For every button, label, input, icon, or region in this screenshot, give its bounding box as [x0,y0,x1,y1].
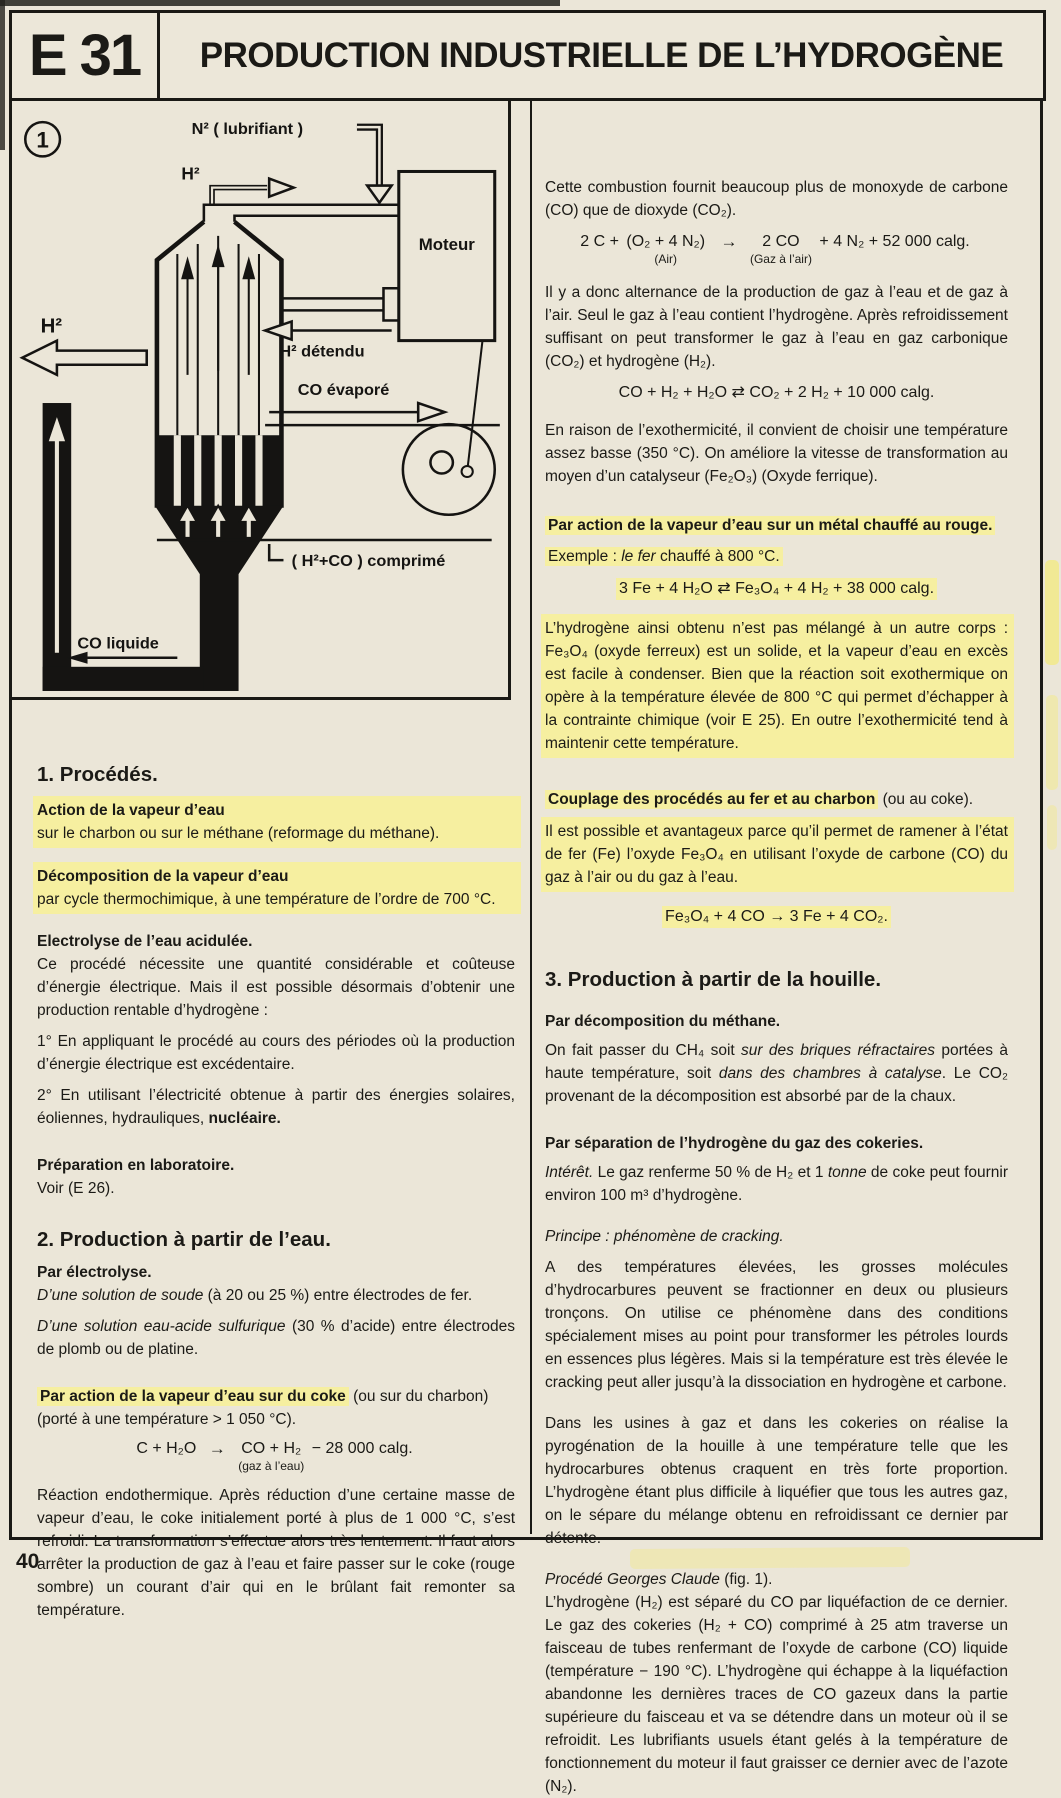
eq5-stack [238,1439,304,1474]
motor-flange [383,288,398,320]
block-preparation-labo [37,1154,515,1200]
h2-left-label: H² [40,315,63,338]
eq1-pre: 2 C + [580,233,619,250]
text-preparation-labo: Voir (E 26). [37,1180,115,1197]
subhead-couplage [545,788,1008,811]
h2-top-label: H² [181,163,200,184]
subhead-vapeur-coke-rest: (ou sur du charbon) [348,1388,489,1405]
text-methane-italic-1: sur des briques réfractaires [741,1042,935,1059]
text-combustion-intro: Cette combustion fournit beaucoup plus de monoxyde de carbone (CO) que de dioxyde (CO₂). [545,179,1008,219]
text-soude-rest: (à 20 ou 25 %) entre électrodes de fer. [203,1287,473,1304]
list-item-1: 1° En appliquant le procédé au cours des périodes où la production d’énergie électrique est excédentaire. [37,1033,515,1073]
subhead-procede-claude [545,1568,1008,1591]
text-interet [545,1161,1008,1207]
column-divider [530,101,532,1534]
eq5-note: (gaz à l’eau) [238,1459,305,1473]
motor-box [399,171,495,340]
text-interet-2: de coke peut fournir environ 100 m³ d’hydrogène. [545,1164,1009,1204]
margin-highlight-streak-3 [1047,805,1057,850]
text-reaction-endothermique: Réaction endothermique. Après réduction d’une certaine masse de vapeur d’eau, le coke initialement porté à plus de 1 000 °C, s’est refroidi. La transformation s’effectue alors très lentement. Il faut alors arrêter la production de gaz à l’eau et faire passer sur le coke (rouge sombre) un courant d’air qui en le brûlant fait remonter sa température. [37,1487,515,1619]
page-header [9,10,1046,101]
eq5-arrow: → [208,1439,226,1458]
text-solution-soude [37,1284,515,1307]
subhead-couplage-highlight: Couplage des procédés au fer et au charbon [545,790,878,809]
text-cracking: A des températures élevées, les grosses molécules d’hydrocarbures peuvent se fractionner en deux ou plusieurs tronçons. On utilise ce phénomène dans des conditions spécialement mises au point pour transformer les pétroles lourds en essences plus légères. Mais si la température est très élevée le cracking peut aller jusqu’à la dissociation en hydrogène et carbone. [545,1259,1008,1391]
margin-highlight-streak-2 [1046,695,1058,790]
chapter-code: E 31 [12,13,160,98]
eq1-gaz: 2 CO [762,233,800,250]
text-acide-rest: (30 % d’acide) entre électrodes de plomb ou de platine. [37,1318,515,1358]
equation-gaz-a-leau [37,1439,515,1474]
eq1-gaz-note: (Gaz à l’air) [749,252,812,266]
figure-number: 1 [36,127,49,153]
subhead-vapeur-coke-line2: (porté à une température > 1 050 °C). [37,1411,297,1428]
section-2-title: 2. Production à partir de l’eau. [37,1228,331,1251]
equation-fer-vapeur [545,578,1008,600]
text-tonne-italic: tonne [827,1164,867,1181]
text-soude-italic: D’une solution de soude [37,1287,204,1304]
n2-lubrifiant-label: N² ( lubrifiant ) [191,120,304,139]
eq1-air-note: (Air) [654,252,678,266]
equation-reduction-fer [545,906,1008,928]
text-pyrogenation: Dans les usines à gaz et dans les cokeries on réalise la pyrogénation de la houille à une température telle que les hydrocarbures obtenus craquent en très forte proportion. L’hydrogène étant plus difficile à liquéfier que tous les autres gaz, on le sépare du mélange obtenu en refroidissant ce dernier par détente. [545,1415,1008,1547]
text-exemple-rest: chauffé à 800 °C. [655,548,780,565]
list-item-2-bold: nucléaire. [208,1110,281,1127]
list-item-2 [37,1084,515,1130]
loop-bottom-pipe [43,667,204,691]
inlet-arrow-icons [178,506,258,538]
crank-pin [462,466,473,477]
crank-rod [467,341,482,472]
subhead-decomposition-methane: Par décomposition du méthane. [545,1013,781,1030]
subhead-vapeur-coke-highlight: Par action de la vapeur d’eau sur du coke [37,1387,349,1406]
eq5-energy: − 28 000 calg. [311,1440,413,1457]
text-action-vapeur: sur le charbon ou sur le méthane (reformage du méthane). [37,825,440,842]
scan-edge-top [0,0,560,6]
page-title: PRODUCTION INDUSTRIELLE DE L’HYDROGÈNE [199,35,1004,75]
eq5-rhs: CO + H₂ [241,1440,302,1457]
eq1-gaz-stack [750,232,812,267]
h2co-comprime-label: ( H²+CO ) comprimé [291,552,446,571]
co-evapore-label: CO évaporé [297,381,390,399]
block-electrolyse-acidulee [37,930,515,1022]
bottom-highlight-streak [630,1547,910,1569]
text-electrolyse: Ce procédé nécessite une quantité considérable et coûteuse d’énergie électrique. Mais il est possible désormais d’obtenir une production rentable d’hydrogène : [37,956,515,1019]
subhead-par-electrolyse: Par électrolyse. [37,1264,152,1281]
section-1-title: 1. Procédés. [37,763,158,786]
text-exothermicite: En raison de l’exothermicité, il convient de choisir une température assez basse (350 °C). On améliore la vitesse de transformation au moyen d’un catalyseur (Fe₂O₃) (Oxyde ferrique). [545,422,1008,485]
subhead-vapeur-metal-highlight: Par action de la vapeur d’eau sur un métal chauffé au rouge. [545,516,995,535]
block-action-vapeur [33,796,521,848]
text-interet-1: Le gaz renferme 50 % de H₂ et 1 [593,1164,828,1181]
text-methane-italic-2: dans des chambres à catalyse [718,1065,942,1082]
co-liquide-label: CO liquide [77,634,159,653]
text-couplage: Il est possible et avantageux parce qu’il permet de ramener à l’état de fer (Fe) l’oxyde Fe₃O₄ en utilisant l’oxyde de carbone (CO) du gaz à l’air ou du gaz à l’eau. [541,817,1014,892]
eq1-air: (O₂ + 4 N₂) [626,233,706,250]
flywheel-hub [430,451,452,473]
n2-down-arrow-icon [367,186,391,203]
text-methane-3: . Le CO₂ provenant de la décomposition est absorbé par de la chaux. [545,1065,1008,1105]
subhead-action-vapeur: Action de la vapeur d’eau [37,802,225,819]
upflow-arrow-icons [182,248,253,375]
subhead-electrolyse: Electrolyse de l’eau acidulée. [37,933,253,950]
margin-highlight-streak-1 [1045,560,1059,665]
h2-outlet-pipe [212,188,267,205]
text-procede-claude: L’hydrogène (H₂) est séparé du CO par liquéfaction de ce dernier. Le gaz des cokeries (H₂ + CO) comprimé à 25 atm traverse un faisceau de tubes renfermant de l’oxyde de carbone (CO) liquide (température − 190 °C). L’hydrogène qui échappe à la liquéfaction abandonne les dernières traces de CO gazeux dans la partie supérieure du faisceau et va se détendre dans un moteur où il se refroidit. Les lubrifiants usuels étant gelés à la température de fonctionnement du moteur il faut graisser ce dernier avec de l’azote (N₂). [545,1594,1008,1795]
block-decomposition-vapeur [33,862,521,914]
h2-detendu-left-arrow-icon [265,321,292,339]
text-acide-italic: D’une solution eau-acide sulfurique [37,1318,286,1335]
text-exemple-italic: le fer [621,548,656,565]
subhead-claude-rest: (fig. 1). [719,1571,773,1588]
subhead-preparation-labo: Préparation en laboratoire. [37,1157,235,1174]
n2-pipe [357,127,379,185]
text-hydrogene-obtenu: L’hydrogène ainsi obtenu n’est pas mélangé à un autre corps : Fe₃O₄ (oxyde ferreux) est un solide, et la vapeur d’eau en excès est facile à condenser. Bien que la réaction soit exothermique on opère à la température élevée de 800 °C qui permet d’échapper à la contrainte chimique (voir E 25). En outre l’exothermicité tend à maintenir cette température. [541,614,1014,758]
subhead-decomposition: Décomposition de la vapeur d’eau [37,868,289,885]
hydrogen-liquefaction-diagram [12,101,508,697]
subhead-couplage-rest: (ou au coke). [878,791,974,808]
eq1-post: + 4 N₂ + 52 000 calg. [819,233,970,250]
comprime-bracket [269,544,283,560]
text-exemple-highlight [545,547,783,566]
subhead-vapeur-metal [545,514,1008,537]
pipe-top-inner [234,216,399,222]
eq3-highlight: 3 Fe + 4 H₂O ⇄ Fe₃O₄ + 4 H₂ + 38 000 calg. [616,578,937,600]
text-solution-acide [37,1315,515,1361]
eq1-air-stack [626,232,705,267]
text-exemple-pre: Exemple : [548,548,622,565]
h2-big-left-arrow-icon [22,341,147,375]
scan-edge-left [0,0,5,150]
subhead-claude-italic: Procédé Georges Claude [545,1571,720,1588]
text-methane-2: portées à haute température, soit [545,1042,1008,1082]
section-3-title: 3. Production à partir de la houille. [545,968,882,991]
eq4-highlight: Fe₃O₄ + 4 CO → 3 Fe + 4 CO₂. [662,906,891,928]
equation-co-h2o: CO + H₂ + H₂O ⇄ CO₂ + 2 H₂ + 10 000 calg. [618,384,935,401]
list-item-2-text: 2° En utilisant l’électricité obtenue à partir des énergies solaires, éoliennes, hydrauliques, [37,1087,515,1127]
text-methane-1: On fait passer du CH₄ soit [545,1042,742,1059]
block-vapeur-coke [37,1385,515,1431]
text-alternance: Il y a donc alternance de la production de gaz à l’eau et de gaz à l’air. Seul le gaz à l’eau contient l’hydrogène. Après refroidissement suffisant on peut transformer le gaz à l’eau en gaz carbonique (CO₂) et hydrogène (H₂). [545,284,1008,370]
page-number: 40 [16,1550,40,1573]
figure-1-box [12,101,511,700]
motor-label: Moteur [418,235,475,254]
eq5-lhs: C + H₂O [136,1440,197,1457]
subhead-principe-cracking: Principe : phénomène de cracking. [545,1228,784,1245]
text-interet-italic: Intérêt. [545,1164,594,1181]
left-column [37,763,515,1622]
text-decomposition: par cycle thermochimique, à une température de l’ordre de 700 °C. [37,891,496,908]
text-exemple-fer [545,545,1008,568]
text-methane [545,1039,1008,1108]
h2-right-arrow-icon [269,179,293,197]
eq1-arrow: → [720,232,738,251]
subhead-vapeur-coke [37,1385,515,1408]
h2-detendu-label: H² détendu [279,342,365,361]
subhead-separation-cokeries: Par séparation de l’hydrogène du gaz des cokeries. [545,1135,924,1152]
co-evapore-right-arrow-icon [418,403,445,421]
equation-air [545,232,1008,267]
